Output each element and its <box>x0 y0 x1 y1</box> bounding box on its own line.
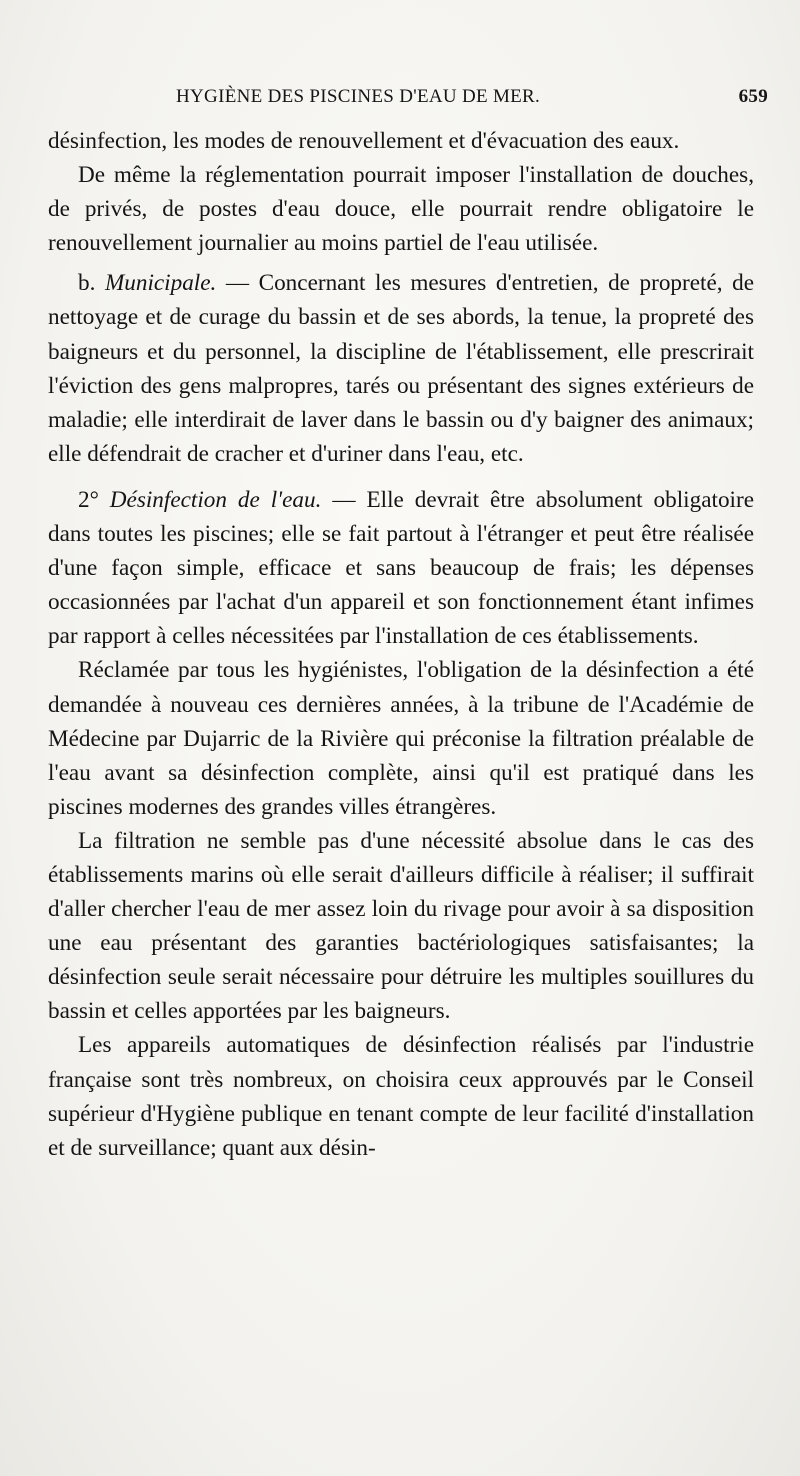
section-prefix-b: b. <box>78 270 105 297</box>
paragraph-desinfection-text: — Elle devrait être absolument obligatoire dans toutes les piscines; elle se fait partout à l'étranger et peut être réalisée d'une façon simple, efficace et sans beaucoup de frais; les dépenses occasionnées par l'achat d'un appareil et son fonctionnement étant infimes par rapport à celles nécessitées par l'installation de ces établissements. <box>48 486 754 650</box>
paragraph-municipale <box>48 266 754 471</box>
section-prefix-2: 2° <box>78 486 110 513</box>
body-text <box>48 124 754 1165</box>
section-heading-desinfection: Désinfection de l'eau. <box>109 486 322 513</box>
paragraph-filtration-text: La filtration ne semble pas d'une nécessité absolue dans le cas des établissements marins où elle serait d'ailleurs difficile à réaliser; il suffirait d'aller chercher l'eau de mer assez loin du rivage pour avoir à sa disposition une eau présentant des garanties bactériologiques satisfaisantes; la désinfection seule serait nécessaire pour détruire les multiples souillures du bassin et celles apportées par les baigneurs. <box>48 827 754 1025</box>
paragraph-filtration <box>48 824 754 1029</box>
paragraph-1 <box>48 124 754 158</box>
running-title: HYGIÈNE DES PISCINES D'EAU DE MER. <box>176 86 541 107</box>
paragraph-2 <box>48 158 754 260</box>
section-heading-municipale: Municipale. <box>104 270 217 297</box>
paragraph-desinfection <box>48 483 754 653</box>
page-number: 659 <box>738 86 768 107</box>
paragraph-1-text: désinfection, les modes de renouvellement et d'évacuation des eaux. <box>48 128 680 154</box>
paragraph-appareils <box>48 1028 754 1164</box>
paragraph-appareils-text: Les appareils automatiques de désinfection réalisés par l'industrie française sont très nombreux, on choisira ceux approuvés par le Conseil supérieur d'Hygiène publique en tenant compte de leur facilité d'installation et de surveillance; quant aux désin- <box>48 1032 754 1161</box>
page-header <box>48 86 768 114</box>
paragraph-municipale-text: — Concernant les mesures d'entretien, de propreté, de nettoyage et de curage du bassin et de ses abords, la tenue, la propreté des baigneurs et du personnel, la discipline de l'établissement, elle prescrirait l'éviction des gens malpropres, tarés ou présentant des signes extérieurs de maladie; elle interdirait de laver dans le bassin ou d'y baigner des animaux; elle défendrait de cracher et d'uriner dans l'eau, etc. <box>48 270 754 467</box>
paragraph-2-text: De même la réglementation pourrait imposer l'installation de douches, de privés, de postes d'eau douce, elle pourrait rendre obligatoire le renouvellement journalier au moins partiel de l'eau utilisée. <box>48 162 754 257</box>
paragraph-reclamee-text: Réclamée par tous les hygiénistes, l'obligation de la désinfection a été demandée à nouveau ces dernières années, à la tribune de l'Académie de Médecine par Dujarric de la Rivière qui préconise la filtration préalable de l'eau avant sa désinfection complète, ainsi qu'il est pratiqué dans les piscines modernes des grandes villes étrangères. <box>48 657 754 820</box>
paragraph-reclamee <box>48 653 754 823</box>
